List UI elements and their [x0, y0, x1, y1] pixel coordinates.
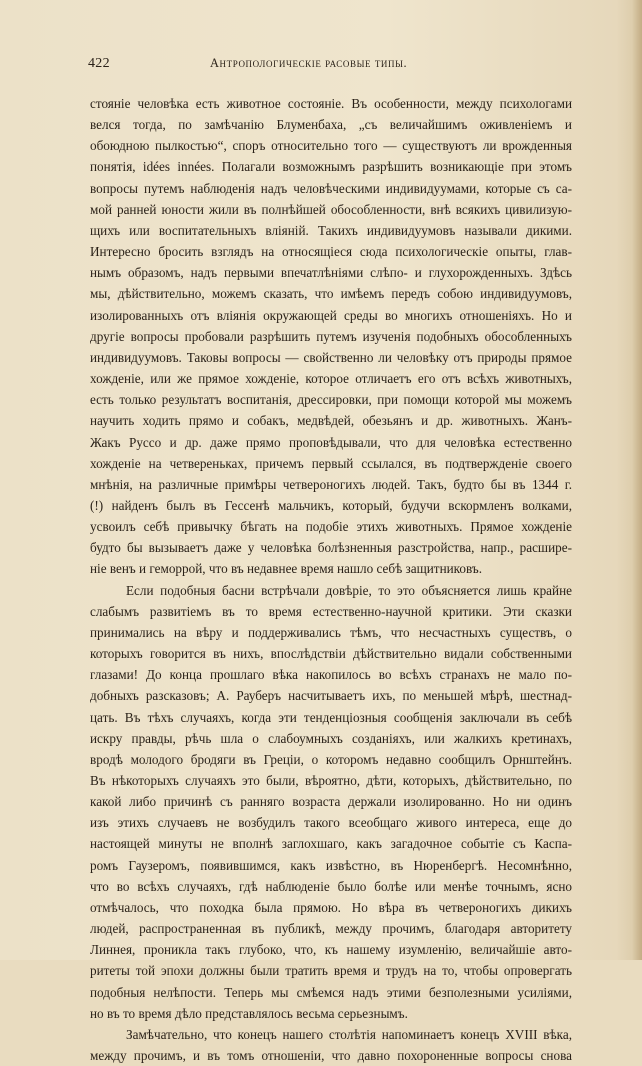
text-line: которыхъ говорится въ нихъ, впослѣдствіи дѣйствительно видали собственными [90, 646, 572, 662]
text-line: усвоилъ себѣ привычку бѣгать на подобіе этихъ животныхъ. Прямое хожденіе [90, 519, 572, 535]
text-line: понятія, idées innées. Полагали возможнымъ разрѣшить возникающіе при этомъ [90, 159, 572, 175]
text-line: вродѣ молодого бродяги въ Греціи, о которомъ недавно сообщилъ Орнштейнъ. [90, 751, 572, 767]
page-edge-shadow [632, 0, 642, 960]
text-line: другіе вопросы пробовали разрѣшить путемъ изученія подобныхъ обособленныхъ [90, 328, 572, 344]
text-line: изъ этихъ случаевъ не возбудилъ такого всеобщаго живого интереса, еще до [90, 815, 572, 831]
paragraph-2 [90, 580, 572, 1024]
text-line: людей, распространенная въ публикѣ, между прочимъ, благодаря авторитету [90, 921, 572, 937]
text-line: вопросы путемъ наблюденія надъ человѣческими индивидуумами, которые съ са- [90, 180, 572, 196]
body-text [90, 93, 572, 1066]
text-line: мой ранней юности жили въ полнѣйшей обособленности, внѣ всякихъ цивилизую- [90, 201, 572, 217]
text-line: Если подобныя басни встрѣчали довѣріе, то это объясняется лишь крайне [126, 582, 572, 598]
text-line: искру правды, рѣчь шла о слабоумныхъ созданіяхъ, или жалкихъ кретинахъ, [90, 730, 572, 746]
text-line: отмѣчалось, что походка была прямою. Но вѣра въ четвероногихъ дикихъ [90, 899, 572, 915]
text-line: добныхъ разсказовъ; А. Рауберъ насчитываетъ ихъ, по меньшей мѣрѣ, шестнад- [90, 688, 572, 704]
text-line: Въ нѣкоторыхъ случаяхъ это были, вѣроятно, дѣти, которыхъ, дѣйствительно, по [90, 773, 572, 788]
text-line: какой либо причинѣ съ ранняго возраста держали изолированно. Но ни одинъ [90, 794, 572, 810]
paragraph-1 [90, 93, 572, 580]
paragraph-3 [90, 1024, 572, 1066]
text-line: Линнея, проникла такъ глубоко, что, къ нашему изумленію, величайшіе авто- [90, 942, 572, 958]
page-header [88, 56, 568, 76]
text-line: что во всѣхъ случаяхъ, гдѣ наблюденіе было болѣе или менѣе точнымъ, ясно [90, 878, 572, 894]
text-line: принимались на вѣру и поддерживались тѣмъ, что несчастныхъ существъ, о [90, 624, 572, 640]
text-line: глазами! До конца прошлаго вѣка накопилось во всѣхъ странахъ не мало по- [90, 667, 572, 683]
text-line: велся тогда, по замѣчанію Блуменбаха, „съ величайшимъ оживленіемъ и [90, 117, 572, 133]
text-line: Замѣчательно, что конецъ нашего столѣтія напоминаетъ конецъ XVIII вѣка, [126, 1026, 572, 1042]
text-line: ромъ Гаузеромъ, появившимся, какъ извѣстно, въ Нюренбергѣ. Несомнѣнно, [90, 857, 572, 873]
text-line: будто бы вызываетъ даже у человѣка болѣзненныя разстройства, напр., расшире- [90, 540, 572, 556]
text-line: нымъ образомъ, надъ первыми впечатлѣніями слѣпо- и глухорожденныхъ. Здѣсь [90, 265, 572, 281]
text-line: хожденіе, или же прямое хожденіе, которое отличаетъ его отъ всѣхъ животныхъ, [90, 371, 572, 387]
text-line: изолированныхъ отъ вліянія окружающей среды во многихъ отношеніяхъ. Но и [90, 307, 572, 323]
text-line: стояніе человѣка есть животное состояніе. Въ особенности, между психологами [90, 96, 572, 111]
text-line: слабымъ развитіемъ въ то время естественно-научной критики. Эти сказки [90, 603, 572, 619]
text-line: настоящей минуты не вполнѣ заглохшаго, какъ загадочное событіе съ Каспа- [90, 836, 572, 852]
text-line: научить ходить прямо и собакъ, медвѣдей, обезьянъ и др. животныхъ. Жанъ- [90, 413, 572, 429]
text-line: хожденіе на четвереньках, причемъ первый ссылался, въ подтвержденіе своего [90, 455, 572, 471]
text-line: ритеты той эпохи должны были тратить время и трудъ на то, чтобы опровергать [90, 963, 572, 979]
text-line: Жакъ Руссо и др. даже прямо проповѣдывали, что для человѣка естественно [90, 434, 572, 450]
text-line: Интересно бросить взглядъ на относящіеся сюда психологическіе опыты, глав- [90, 244, 572, 260]
text-line: индивидуумовъ. Таковы вопросы — свойственно ли человѣку отъ природы прямое [90, 349, 572, 365]
running-title: Антропологическіе расовые типы. [210, 56, 408, 70]
text-line: цать. Въ тѣхъ случаяхъ, когда эти тенденціозныя сообщенія заключали въ себѣ [90, 709, 572, 725]
page-number: 422 [88, 56, 110, 71]
text-line: обоюдною пылкостью“, споръ относительно того — существуютъ ли врожденныя [90, 138, 572, 154]
text-line: ніе венъ и геморрой, что въ недавнее время нашло себѣ защитниковъ. [90, 561, 483, 577]
text-line: мы, дѣйствительно, можемъ сказать, что имѣемъ передъ собою индивидуумовъ, [90, 286, 572, 302]
text-line: щихъ или воспитательныхъ вліяній. Такихъ индивидуумовъ называли дикими. [90, 222, 572, 238]
text-line: мнѣнія, на различные примѣры четвероногихъ людей. Такъ, будто бы въ 1344 г. [90, 476, 572, 492]
text-line: (!) найденъ былъ въ Гессенѣ мальчикъ, который, будучи вскормленъ волками, [90, 497, 572, 513]
text-line: между прочимъ, и въ томъ отношеніи, что давно похороненные вопросы снова [90, 1048, 572, 1064]
text-line: есть только результатъ воспитанія, дрессировки, при помощи которой мы можемъ [90, 392, 572, 408]
text-line: но въ то время дѣло представлялось весьма серьезнымъ. [90, 1005, 408, 1021]
text-line: подобныя нелѣпости. Теперь мы смѣемся надъ этими безполезными усиліями, [90, 984, 572, 1000]
